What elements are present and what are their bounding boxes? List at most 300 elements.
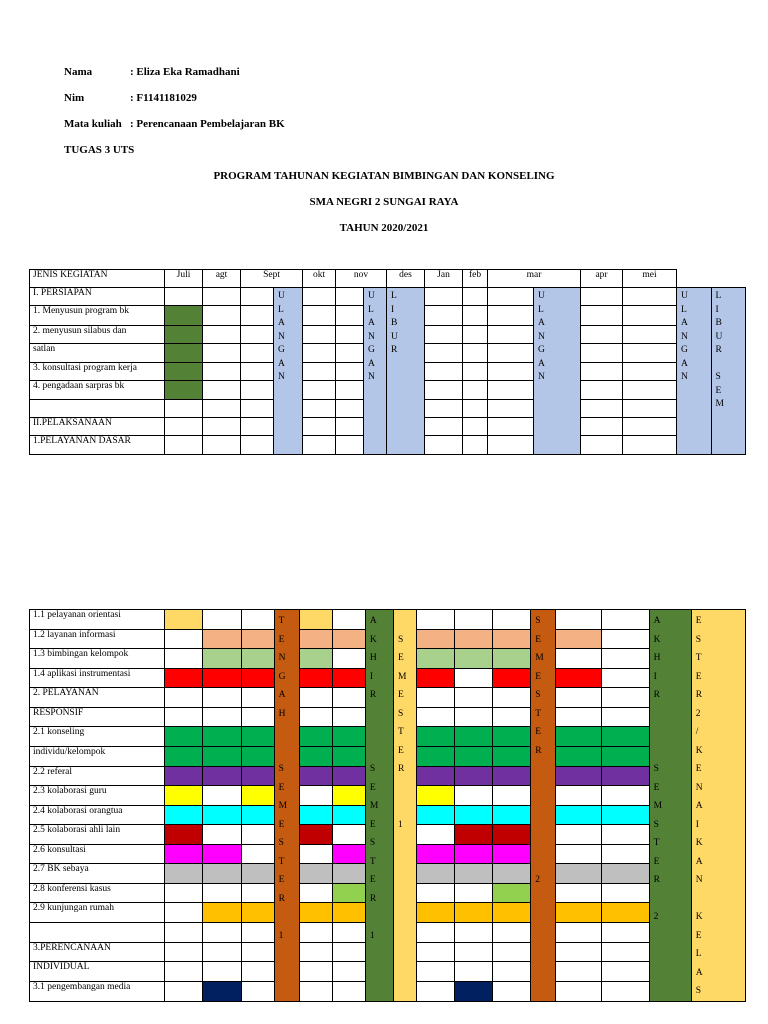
cell-juli <box>165 707 203 727</box>
tugas-label: TUGAS 3 UTS <box>64 144 135 156</box>
cell-apr <box>556 883 602 903</box>
cell-mei <box>602 962 649 982</box>
vertical-letter: U <box>715 331 723 342</box>
vertical-letter: N <box>368 331 375 342</box>
cell-okt <box>303 436 336 455</box>
cell-sept <box>241 326 274 344</box>
cell-okt <box>299 981 332 1001</box>
cell-okt <box>299 844 332 864</box>
cell-okt-b <box>332 864 365 884</box>
vertical-letter: L <box>278 304 284 315</box>
cell-jan <box>425 363 463 381</box>
vertical-letter: R <box>391 345 398 355</box>
cell-juli <box>165 629 203 649</box>
cell-juli <box>165 766 203 786</box>
cell-okt <box>299 727 332 747</box>
cell-agt <box>203 288 241 306</box>
cell-feb <box>463 288 488 306</box>
cell-mei <box>623 288 677 306</box>
cell-okt-b <box>332 610 365 630</box>
cell-mar <box>488 288 534 306</box>
vertical-letter: L <box>538 304 544 315</box>
vertical-letter: A <box>369 616 377 626</box>
cell-sept <box>241 288 274 306</box>
cell-agt <box>203 883 241 903</box>
vertical-letter: T <box>653 838 660 848</box>
semester-1-column <box>393 610 416 1002</box>
vertical-letter: T <box>278 856 285 867</box>
ulangan-nov-column <box>364 288 387 455</box>
vertical-letter: U <box>391 331 398 342</box>
cell-mei <box>602 825 649 845</box>
vertical-letter: A <box>681 358 688 369</box>
cell-mar <box>493 649 531 669</box>
cell-sept <box>241 400 274 418</box>
cell-okt <box>299 942 332 962</box>
nama-value: : Eliza Eka Ramadhani <box>130 66 240 78</box>
vertical-letter: M <box>369 801 379 811</box>
vertical-letter: T <box>278 616 285 626</box>
cell-sept <box>241 381 274 400</box>
cell-jan <box>417 688 455 708</box>
cell-apr <box>556 649 602 669</box>
cell-mar <box>493 962 531 982</box>
cell-juli <box>165 418 203 436</box>
cell-feb <box>455 746 493 766</box>
vertical-letter: R <box>695 690 703 700</box>
vertical-letter: N <box>681 331 688 342</box>
vertical-letter: S <box>535 616 541 626</box>
cell-jan <box>417 786 455 806</box>
cell-agt <box>203 962 241 982</box>
cell-apr <box>556 688 602 708</box>
cell-agt <box>203 400 241 418</box>
cell-apr <box>556 727 602 747</box>
vertical-letter: E <box>278 782 285 793</box>
cell-feb <box>455 825 493 845</box>
cell-juli <box>165 727 203 747</box>
vertical-letter: E <box>695 930 702 941</box>
cell-jan <box>417 649 455 669</box>
cell-mar <box>493 825 531 845</box>
cell-mar <box>493 786 531 806</box>
vertical-letter: T <box>369 856 376 867</box>
libur-des-column <box>387 288 425 455</box>
cell-mar <box>493 864 531 884</box>
activity-label: 3.1 pengembangan media <box>30 981 165 1001</box>
cell-feb <box>455 981 493 1001</box>
cell-juli <box>165 923 203 943</box>
cell-nov <box>336 306 364 326</box>
cell-okt-b <box>332 942 365 962</box>
cell-jan <box>417 981 455 1001</box>
cell-feb <box>455 668 493 688</box>
cell-agt <box>203 786 241 806</box>
cell-juli <box>165 326 203 344</box>
cell-nov <box>336 400 364 418</box>
activity-label: individu/kelompok <box>30 746 165 766</box>
cell-agt <box>203 436 241 455</box>
vertical-letter: L <box>368 304 374 315</box>
header-nov: nov <box>336 270 387 288</box>
libur-juni-column <box>711 288 746 455</box>
activity-label: 3.PERENCANAAN <box>30 942 165 962</box>
vertical-letter: N <box>681 372 688 382</box>
cell-jan <box>425 436 463 455</box>
vertical-letter: E <box>369 875 376 885</box>
cell-juli <box>165 942 203 962</box>
vertical-letter: E <box>278 875 285 885</box>
vertical-letter: A <box>538 358 545 369</box>
info-nama <box>64 66 240 78</box>
cell-okt <box>303 418 336 436</box>
cell-apr <box>581 326 623 344</box>
cell-apr <box>556 903 602 923</box>
cell-okt <box>299 668 332 688</box>
vertical-letter: S <box>535 690 541 700</box>
activity-label: 1.3 bimbingan kelompok <box>30 649 165 669</box>
kenaikan-kelas-column <box>691 610 745 1002</box>
cell-jan <box>417 962 455 982</box>
cell-nov <box>336 288 364 306</box>
cell-okt <box>299 864 332 884</box>
cell-nov <box>336 326 364 344</box>
vertical-letter: A <box>695 967 703 978</box>
cell-feb <box>455 903 493 923</box>
cell-feb <box>463 400 488 418</box>
vertical-letter: I <box>391 304 395 315</box>
vertical-letter: L <box>681 304 687 315</box>
cell-mar <box>493 844 531 864</box>
header-juli: Juli <box>165 270 203 288</box>
vertical-letter: U <box>538 291 545 301</box>
cell-okt <box>303 363 336 381</box>
vertical-letter: L <box>391 291 397 301</box>
vertical-letter: N <box>278 653 286 663</box>
cell-apr <box>556 942 602 962</box>
cell-feb <box>455 766 493 786</box>
vertical-letter: S <box>369 838 376 848</box>
cell-sept <box>241 418 274 436</box>
cell-agt <box>203 381 241 400</box>
cell-jan <box>417 610 455 630</box>
cell-okt-b <box>332 727 365 747</box>
cell-sept <box>241 864 274 884</box>
schedule-table-pelaksanaan <box>29 609 746 1002</box>
vertical-letter: N <box>538 372 545 382</box>
cell-sept <box>241 746 274 766</box>
vertical-letter: B <box>715 318 722 328</box>
cell-okt <box>299 649 332 669</box>
vertical-letter: S <box>397 708 404 719</box>
cell-okt <box>299 786 332 806</box>
cell-feb <box>455 883 493 903</box>
activity-label: 2. menyusun silabus dan <box>30 326 165 344</box>
cell-juli <box>165 306 203 326</box>
cell-mar <box>488 400 534 418</box>
cell-apr <box>556 864 602 884</box>
cell-feb <box>455 864 493 884</box>
cell-feb <box>455 727 493 747</box>
vertical-letter: E <box>715 385 722 396</box>
cell-sept <box>241 825 274 845</box>
cell-agt <box>203 688 241 708</box>
cell-juli <box>165 649 203 669</box>
vertical-letter: S <box>278 764 284 774</box>
activity-label: satlan <box>30 344 165 363</box>
cell-okt <box>299 688 332 708</box>
cell-okt <box>299 629 332 649</box>
activity-label: 1.4 aplikasi instrumentasi <box>30 668 165 688</box>
cell-mar <box>493 727 531 747</box>
cell-okt-b <box>332 746 365 766</box>
cell-apr <box>556 746 602 766</box>
activity-label: 2.6 konsultasi <box>30 844 165 864</box>
cell-okt-b <box>332 786 365 806</box>
cell-mei <box>623 400 677 418</box>
vertical-letter: G <box>368 345 375 355</box>
cell-sept <box>241 363 274 381</box>
cell-sept <box>241 344 274 363</box>
cell-mar <box>488 344 534 363</box>
vertical-letter: M <box>278 801 288 811</box>
header-mar: mar <box>488 270 581 288</box>
cell-jan <box>417 825 455 845</box>
cell-okt-b <box>332 844 365 864</box>
cell-apr <box>556 981 602 1001</box>
cell-okt <box>299 903 332 923</box>
cell-agt <box>203 825 241 845</box>
cell-sept <box>241 766 274 786</box>
cell-agt <box>203 610 241 630</box>
cell-okt-b <box>332 766 365 786</box>
cell-juli <box>165 363 203 381</box>
cell-apr <box>581 418 623 436</box>
vertical-letter: R <box>715 345 722 355</box>
ulangan-juni-column <box>677 288 711 455</box>
cell-apr <box>556 610 602 630</box>
vertical-letter: S <box>695 634 701 645</box>
vertical-letter: R <box>653 690 660 700</box>
table-row <box>30 288 746 306</box>
vertical-letter: 1 <box>397 819 403 830</box>
cell-mar <box>488 436 534 455</box>
semester-2-column <box>531 610 556 1002</box>
cell-okt <box>299 766 332 786</box>
vertical-letter: S <box>695 986 701 996</box>
vertical-letter: E <box>397 690 404 700</box>
cell-mei <box>602 688 649 708</box>
cell-mei <box>602 707 649 727</box>
vertical-letter: H <box>369 653 377 663</box>
cell-feb <box>455 844 493 864</box>
cell-juli <box>165 610 203 630</box>
vertical-letter: A <box>653 616 661 626</box>
cell-sept <box>241 668 274 688</box>
cell-sept <box>241 844 274 864</box>
cell-apr <box>556 707 602 727</box>
cell-mar <box>493 688 531 708</box>
cell-apr <box>556 766 602 786</box>
cell-juli <box>165 962 203 982</box>
tengah-semester-column <box>274 610 299 1002</box>
vertical-letter: A <box>695 801 703 811</box>
cell-jan <box>425 400 463 418</box>
cell-okt-b <box>332 707 365 727</box>
cell-jan <box>417 805 455 825</box>
cell-okt <box>299 883 332 903</box>
cell-feb <box>463 344 488 363</box>
cell-juli <box>165 400 203 418</box>
vertical-letter: I <box>369 671 374 682</box>
vertical-letter: T <box>535 708 542 719</box>
vertical-letter: S <box>653 819 659 830</box>
activity-label: RESPONSIF <box>30 707 165 727</box>
vertical-letter: G <box>538 345 545 355</box>
activity-label: 2.4 kolaborasi orangtua <box>30 805 165 825</box>
cell-mei <box>602 649 649 669</box>
cell-feb <box>463 326 488 344</box>
cell-feb <box>455 649 493 669</box>
vertical-letter: B <box>391 318 398 328</box>
cell-mei <box>623 436 677 455</box>
cell-sept <box>241 649 274 669</box>
cell-jan <box>425 288 463 306</box>
vertical-letter: L <box>695 949 702 959</box>
cell-juli <box>165 981 203 1001</box>
cell-juli <box>165 805 203 825</box>
vertical-letter: S <box>653 764 659 774</box>
cell-juli <box>165 883 203 903</box>
vertical-letter: E <box>369 819 376 830</box>
cell-nov <box>336 436 364 455</box>
vertical-letter: E <box>535 634 542 645</box>
cell-mei <box>602 903 649 923</box>
activity-label: 3. konsultasi program kerja <box>30 363 165 381</box>
vertical-letter: G <box>278 345 285 355</box>
cell-juli <box>165 903 203 923</box>
activity-label: 2.5 kolaborasi ahli lain <box>30 825 165 845</box>
cell-juli <box>165 668 203 688</box>
cell-mar <box>488 326 534 344</box>
cell-agt <box>203 903 241 923</box>
cell-feb <box>455 923 493 943</box>
cell-sept <box>241 436 274 455</box>
vertical-letter: E <box>695 764 702 774</box>
cell-mei <box>602 629 649 649</box>
cell-okt <box>299 923 332 943</box>
vertical-letter: S <box>397 634 404 645</box>
schedule-table-persiapan <box>29 269 746 455</box>
cell-mei <box>602 923 649 943</box>
cell-juli <box>165 688 203 708</box>
cell-feb <box>455 962 493 982</box>
cell-mar <box>493 668 531 688</box>
cell-okt-b <box>332 825 365 845</box>
cell-sept <box>241 942 274 962</box>
vertical-letter: A <box>538 318 545 328</box>
vertical-letter: R <box>653 875 660 885</box>
cell-jan <box>417 844 455 864</box>
cell-apr <box>581 344 623 363</box>
vertical-letter: K <box>695 912 703 922</box>
vertical-letter: G <box>278 671 286 682</box>
cell-feb <box>455 688 493 708</box>
cell-nov <box>336 344 364 363</box>
cell-sept <box>241 923 274 943</box>
cell-jan <box>417 746 455 766</box>
cell-mar <box>493 610 531 630</box>
cell-jan <box>425 418 463 436</box>
cell-agt <box>203 864 241 884</box>
cell-okt-b <box>332 883 365 903</box>
cell-apr <box>581 436 623 455</box>
vertical-letter: E <box>653 782 660 793</box>
activity-label: 2.8 konferensi kasus <box>30 883 165 903</box>
activity-label: INDIVIDUAL <box>30 962 165 982</box>
vertical-letter: T <box>397 727 404 737</box>
header-jan: Jan <box>425 270 463 288</box>
cell-agt <box>203 923 241 943</box>
cell-mei <box>602 610 649 630</box>
cell-agt <box>203 344 241 363</box>
cell-okt-b <box>332 629 365 649</box>
cell-jan <box>417 942 455 962</box>
cell-sept <box>241 629 274 649</box>
vertical-letter: A <box>681 318 688 328</box>
vertical-letter: I <box>653 671 657 682</box>
cell-jan <box>417 903 455 923</box>
cell-mar <box>493 923 531 943</box>
vertical-letter: M <box>715 399 724 409</box>
cell-jan <box>417 727 455 747</box>
cell-sept <box>241 707 274 727</box>
vertical-letter: S <box>715 372 721 382</box>
activity-label: II.PELAKSANAAN <box>30 418 165 436</box>
cell-mar <box>493 883 531 903</box>
cell-mar <box>493 766 531 786</box>
vertical-letter: K <box>369 634 377 645</box>
cell-apr <box>556 629 602 649</box>
vertical-letter: E <box>535 671 542 682</box>
cell-mei <box>623 418 677 436</box>
cell-nov <box>336 418 364 436</box>
vertical-letter: H <box>278 708 286 719</box>
cell-mei <box>602 844 649 864</box>
vertical-letter: 2 <box>535 875 541 885</box>
cell-okt <box>299 707 332 727</box>
activity-label <box>30 923 165 943</box>
cell-feb <box>455 610 493 630</box>
header-mei: mei <box>623 270 677 288</box>
cell-feb <box>463 418 488 436</box>
table-header-row <box>30 270 746 288</box>
cell-sept <box>241 805 274 825</box>
cell-sept <box>241 610 274 630</box>
cell-mei <box>623 344 677 363</box>
vertical-letter: U <box>368 291 375 301</box>
cell-okt-b <box>332 805 365 825</box>
cell-mei <box>602 805 649 825</box>
vertical-letter: G <box>681 345 688 355</box>
vertical-letter: N <box>695 782 703 793</box>
nim-value: : F1141181029 <box>130 92 197 104</box>
activity-label: 2.3 kolaborasi guru <box>30 786 165 806</box>
cell-agt <box>203 766 241 786</box>
cell-feb <box>455 805 493 825</box>
cell-mar <box>493 903 531 923</box>
cell-jan <box>417 864 455 884</box>
